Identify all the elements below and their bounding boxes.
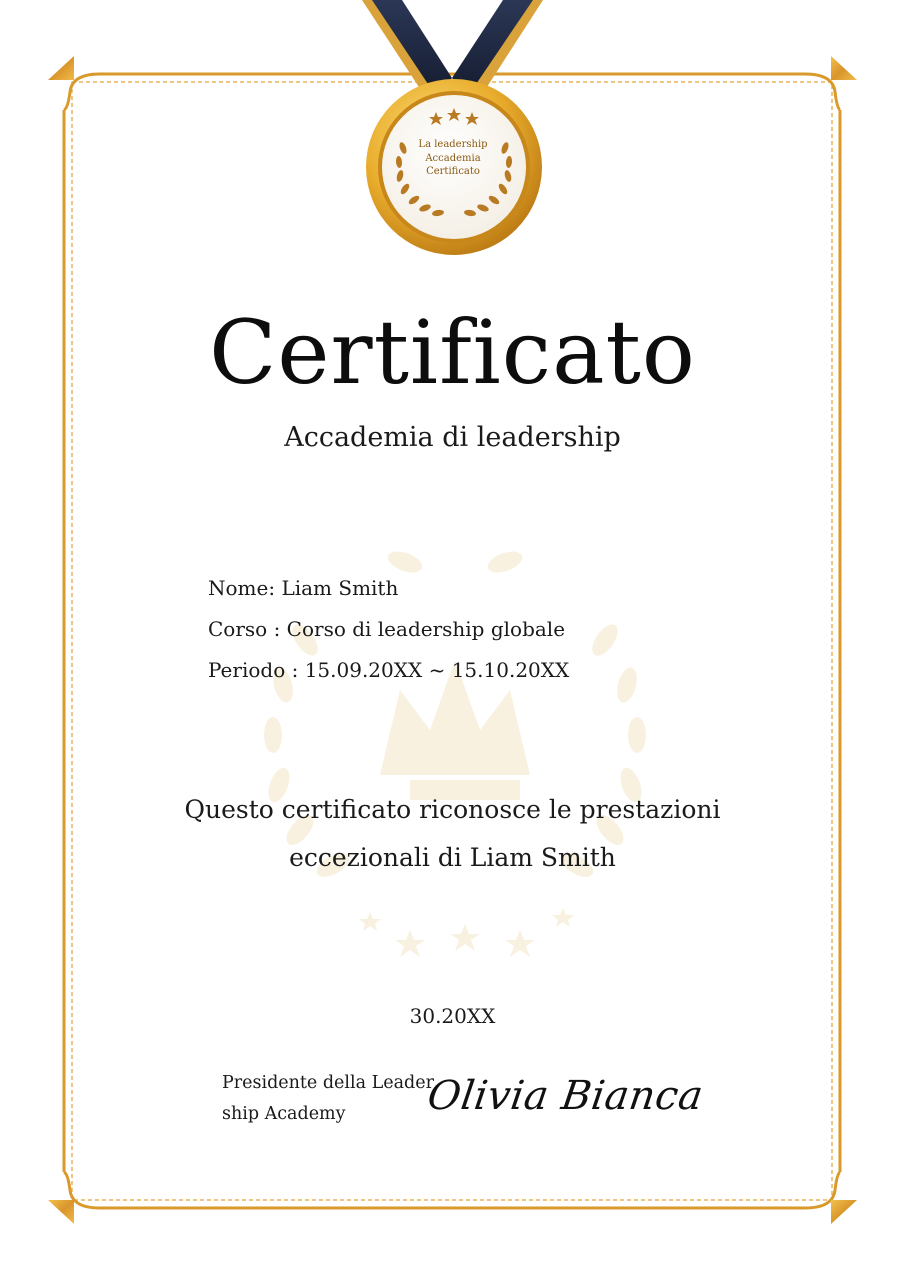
medal-line-2: Accademia bbox=[425, 152, 481, 164]
medal-line-3: Certificato bbox=[426, 166, 480, 177]
recipient-name: Nome: Liam Smith bbox=[208, 576, 399, 600]
signer-role: Presidente della Leadership Academy bbox=[222, 1073, 434, 1124]
issue-date: 30.20XX bbox=[409, 1004, 496, 1028]
medal-line-1: La leadership bbox=[418, 139, 488, 150]
course-period: Periodo : 15.09.20XX ~ 15.10.20XX bbox=[208, 658, 570, 682]
medal-label bbox=[391, 138, 515, 179]
recognition-statement bbox=[100, 786, 805, 882]
signature: Olivia Bianca bbox=[424, 1073, 707, 1119]
course-name: Corso : Corso di leadership globale bbox=[208, 617, 566, 641]
certificate-subtitle: Accademia di leadership bbox=[284, 422, 621, 453]
certificate-title: Certificato bbox=[209, 301, 696, 404]
statement-line-1: Questo certificato riconosce le prestazioni bbox=[184, 795, 721, 824]
statement-line-2: eccezionali di Liam Smith bbox=[289, 843, 616, 872]
recipient-details bbox=[208, 568, 569, 691]
